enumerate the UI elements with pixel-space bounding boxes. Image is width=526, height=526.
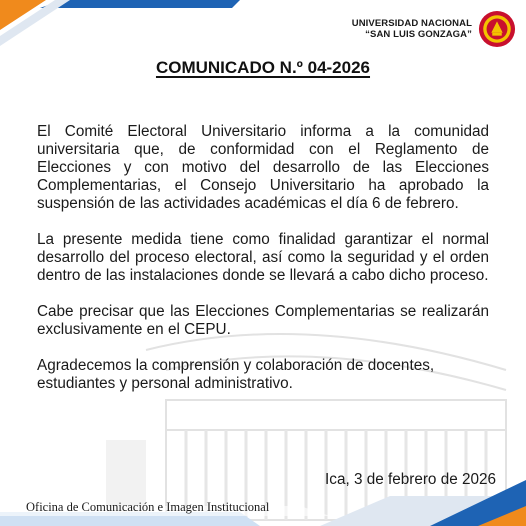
bottom-decoration <box>0 466 526 526</box>
university-logo-block <box>352 10 516 48</box>
communique-date: Ica, 3 de febrero de 2026 <box>325 471 496 488</box>
communique-body <box>37 123 489 411</box>
university-name-line1: UNIVERSIDAD NACIONAL <box>351 18 472 29</box>
footer-office: Oficina de Comunicación e Imagen Institucional <box>26 500 270 514</box>
top-left-decoration <box>0 0 240 60</box>
university-seal-icon <box>478 10 516 48</box>
paragraph-4: Agradecemos la comprensión y colaboración de docentes, estudiantes y personal administrativo. <box>37 357 435 392</box>
communique-title: COMUNICADO N.º 04-2026 <box>155 58 371 77</box>
university-name <box>352 18 472 40</box>
paragraph-1: El Comité Electoral Universitario informa a la comunidad universitaria que, de conformidad con el Reglamento de Elecciones y con motivo del desarrollo de las Elecciones Complementarias, el Consejo Universitario ha aprobado la suspensión de las actividades académicas el día 6 de febrero. <box>37 123 489 212</box>
paragraph-3: Cabe precisar que las Elecciones Complementarias se realizarán exclusivamente en el CEPU. <box>37 303 489 338</box>
university-name-line2: “SAN LUIS GONZAGA” <box>365 29 472 40</box>
paragraph-2: La presente medida tiene como finalidad garantizar el normal desarrollo del proceso electoral, así como la seguridad y el orden dentro de las instalaciones donde se llevará a cabo dicho proceso. <box>37 231 489 284</box>
